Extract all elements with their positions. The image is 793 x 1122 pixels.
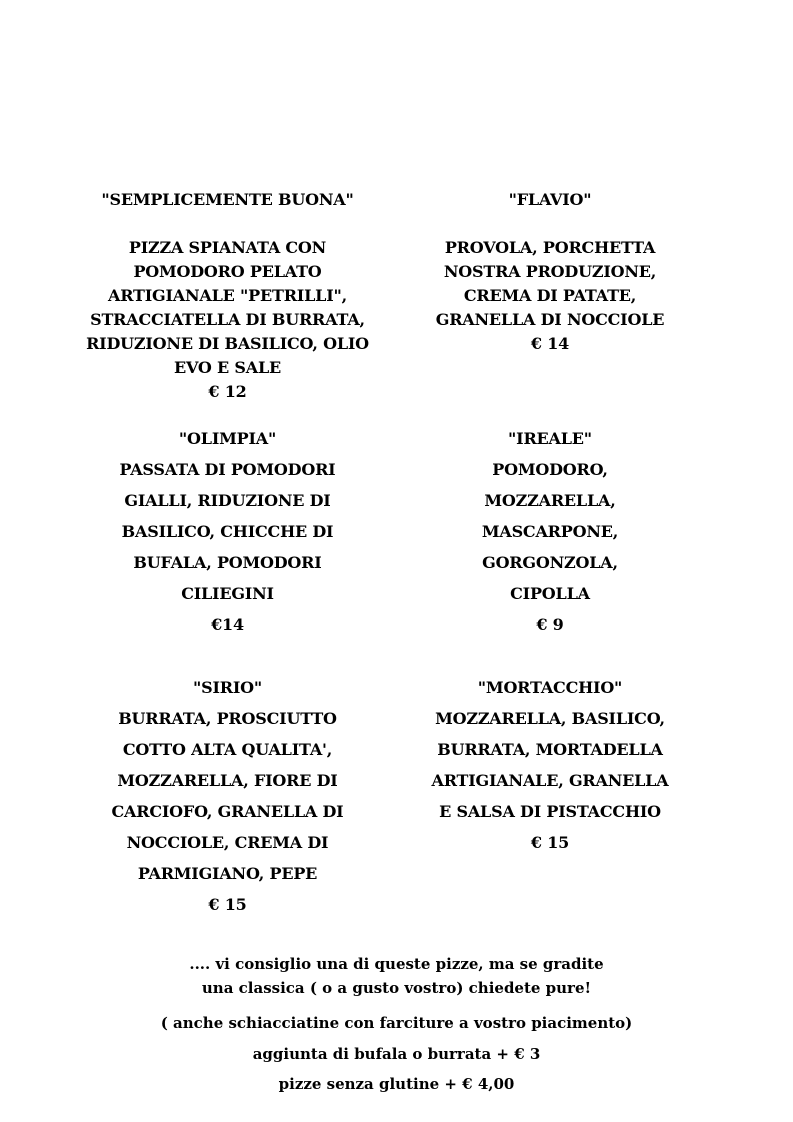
menu-item-ingredient-line: POMODORO, bbox=[492, 460, 608, 479]
footer-gluten-line: pizze senza glutine + € 4,00 bbox=[278, 1075, 515, 1093]
menu-item-price: € 9 bbox=[536, 615, 564, 634]
menu-item-ireale bbox=[400, 423, 700, 640]
menu-item-ingredient-line: NOCCIOLE, CREMA DI bbox=[126, 833, 329, 852]
menu-item-ingredient-line: STRACCIATELLA DI BURRATA, bbox=[90, 310, 365, 329]
menu-item-ingredient-line: ARTIGIANALE "PETRILLI", bbox=[108, 286, 347, 305]
menu-item-title: "FLAVIO" bbox=[508, 190, 592, 209]
menu-item-ingredient-line: EVO E SALE bbox=[173, 358, 282, 377]
menu-item-price: € 15 bbox=[208, 895, 247, 914]
menu-item-title: "IREALE" bbox=[508, 429, 592, 448]
menu-item-ingredient-line: BUFALA, POMODORI bbox=[133, 553, 322, 572]
menu-item-ingredient-line: BURRATA, PROSCIUTTO bbox=[118, 709, 337, 728]
menu-item-price: €14 bbox=[211, 615, 244, 634]
footer-bufala-surcharge bbox=[0, 1042, 793, 1066]
menu-item-sirio bbox=[55, 672, 400, 920]
footer-note-line: .... vi consiglio una di queste pizze, ma se gradite bbox=[189, 955, 604, 973]
menu-item-ingredient-line: GORGONZOLA, bbox=[482, 553, 618, 572]
menu-item-ingredient-line: BURRATA, MORTADELLA bbox=[437, 740, 663, 759]
footer-gluten-free-surcharge bbox=[0, 1072, 793, 1096]
menu-item-ingredient-line: NOSTRA PRODUZIONE, bbox=[443, 262, 657, 281]
footer-note-line: una classica ( o a gusto vostro) chiedete pure! bbox=[201, 979, 592, 997]
menu-item-ingredient-line: E SALSA DI PISTACCHIO bbox=[439, 802, 661, 821]
menu-item-olimpia bbox=[55, 423, 400, 640]
menu-item-price: € 12 bbox=[208, 382, 247, 401]
menu-item-semplicemente-buona bbox=[55, 188, 400, 404]
menu-item-ingredient-line: CARCIOFO, GRANELLA DI bbox=[111, 802, 344, 821]
menu-item-price: € 15 bbox=[530, 833, 570, 852]
menu-item-title: "SIRIO" bbox=[192, 678, 263, 697]
menu-item-ingredient-line: CIPOLLA bbox=[510, 584, 590, 603]
menu-item-title: "MORTACCHIO" bbox=[477, 678, 623, 697]
menu-item-price: € 14 bbox=[530, 334, 570, 353]
menu-item-title: "OLIMPIA" bbox=[178, 429, 277, 448]
menu-item-ingredient-line: PASSATA DI POMODORI bbox=[119, 460, 336, 479]
footer-recommendation-note bbox=[0, 952, 793, 1000]
menu-item-ingredient-line: PARMIGIANO, PEPE bbox=[137, 864, 318, 883]
menu-item-flavio bbox=[400, 188, 700, 356]
footer-extra-line: ( anche schiacciatine con farciture a vostro piacimento) bbox=[160, 1014, 633, 1032]
menu-item-ingredient-line: GIALLI, RIDUZIONE DI bbox=[124, 491, 331, 510]
menu-item-mortacchio bbox=[400, 672, 700, 858]
footer-bufala-line: aggiunta di bufala o burrata + € 3 bbox=[252, 1045, 541, 1063]
menu-item-ingredient-line: RIDUZIONE DI BASILICO, OLIO bbox=[86, 334, 369, 353]
menu-item-ingredient-line: MOZZARELLA, BASILICO, bbox=[435, 709, 665, 728]
menu-item-ingredient-line: ARTIGIANALE, GRANELLA bbox=[431, 771, 669, 790]
footer-schiacciatine-note bbox=[0, 1011, 793, 1035]
menu-item-ingredient-line: BASILICO, CHICCHE DI bbox=[121, 522, 334, 541]
menu-item-ingredient-line: GRANELLA DI NOCCIOLE bbox=[435, 310, 665, 329]
menu-item-ingredient-line: PROVOLA, PORCHETTA bbox=[444, 238, 656, 257]
menu-item-ingredient-line: COTTO ALTA QUALITA', bbox=[122, 740, 333, 759]
menu-item-title: "SEMPLICEMENTE BUONA" bbox=[101, 190, 354, 209]
menu-item-ingredient-line: CREMA DI PATATE, bbox=[463, 286, 637, 305]
menu-item-ingredient-line: PIZZA SPIANATA CON bbox=[128, 238, 327, 257]
menu-item-ingredient-line: CILIEGINI bbox=[181, 584, 274, 603]
menu-item-ingredient-line: MASCARPONE, bbox=[481, 522, 619, 541]
menu-item-ingredient-line: MOZZARELLA, FIORE DI bbox=[117, 771, 338, 790]
menu-item-ingredient-line: MOZZARELLA, bbox=[484, 491, 616, 510]
menu-item-ingredient-line: POMODORO PELATO bbox=[133, 262, 322, 281]
